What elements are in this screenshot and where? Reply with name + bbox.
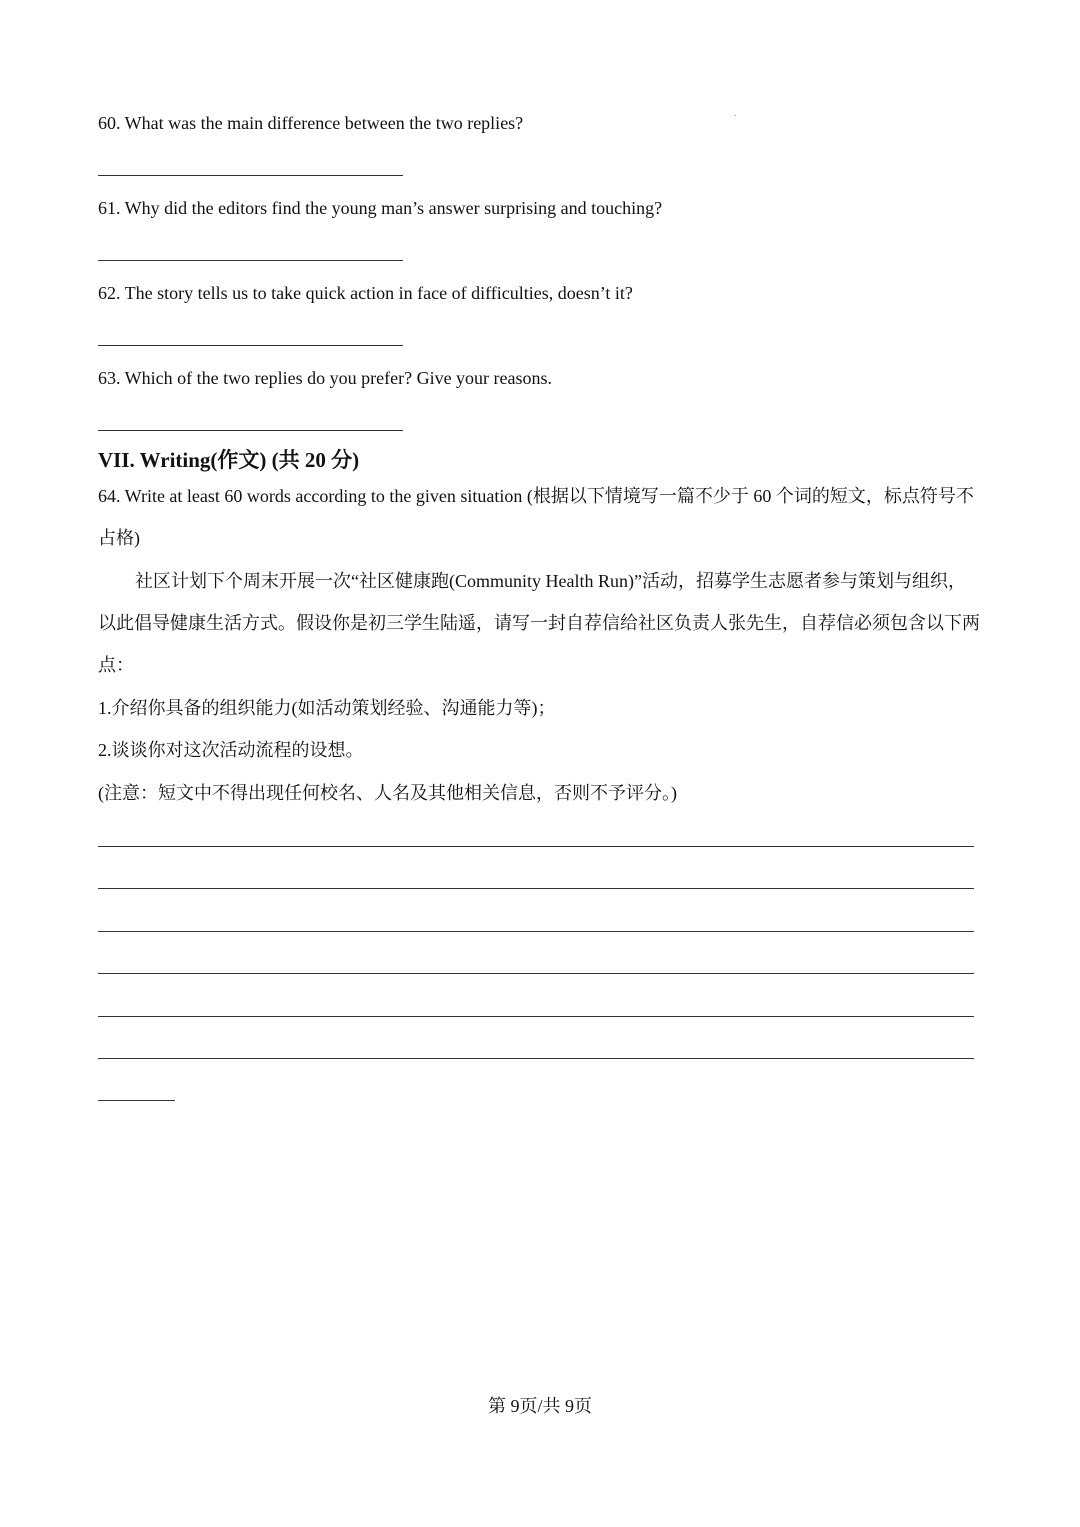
writing-line-2[interactable] <box>98 888 974 889</box>
section-heading-writing: VII. Writing(作文) (共 20 分) <box>98 448 360 472</box>
writing-line-6[interactable] <box>98 1058 974 1059</box>
writing-line-4[interactable] <box>98 973 974 974</box>
writing-point-1: 1.介绍你具备的组织能力(如活动策划经验、沟通能力等)； <box>98 698 556 718</box>
writing-line-1[interactable] <box>98 846 974 847</box>
answer-line-63[interactable] <box>98 430 403 431</box>
scan-speck <box>735 115 736 116</box>
question-61: 61. Why did the editors find the young man’s answer surprising and touching? <box>98 198 663 218</box>
writing-situation: 社区计划下个周末开展一次“社区健康跑(Community Health Run)”活动，招募学生志愿者参与策划与组织，以此倡导健康生活方式。假设你是初三学生陆遥，请写一封自荐信给社区负责人张先生，自荐信必须包含以下两点： <box>98 571 980 675</box>
page-footer: 第 9页/共 9页 <box>487 1396 592 1416</box>
writing-line-3[interactable] <box>98 931 974 932</box>
question-60: 60. What was the main difference between the two replies? <box>98 113 524 133</box>
answer-line-61[interactable] <box>98 260 403 261</box>
writing-prompt: 64. Write at least 60 words according to the given situation (根据以下情境写一篇不少于 60 个词的短文，标点符号不占格) <box>98 486 974 548</box>
question-63: 63. Which of the two replies do you prefer? Give your reasons. <box>98 368 553 388</box>
writing-note: (注意：短文中不得出现任何校名、人名及其他相关信息，否则不予评分。) <box>98 783 677 803</box>
writing-point-2: 2.谈谈你对这次活动流程的设想。 <box>98 740 364 760</box>
writing-line-end[interactable] <box>98 1100 175 1101</box>
question-62: 62. The story tells us to take quick action in face of difficulties, doesn’t it? <box>98 283 633 303</box>
writing-line-5[interactable] <box>98 1016 974 1017</box>
answer-line-62[interactable] <box>98 345 403 346</box>
answer-line-60[interactable] <box>98 175 403 176</box>
